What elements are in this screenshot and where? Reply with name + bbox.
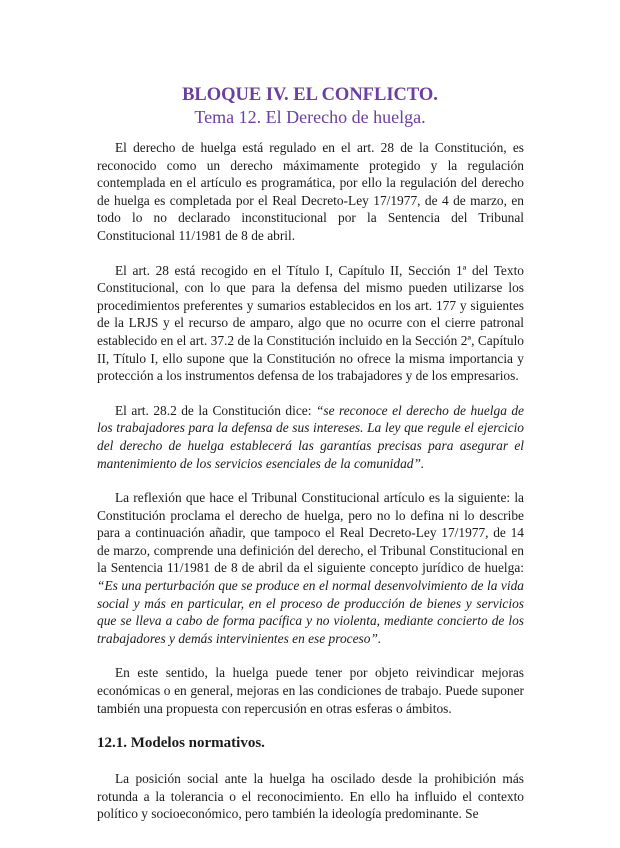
paragraph-2: El art. 28 está recogido en el Título I, Capítulo II, Sección 1ª del Texto Constitucional, con lo que para la defensa del mismo pueden utilizarse los procedimientos preferentes y sumarios establecidos en los art. 177 y siguientes de la LRJS y el recurso de amparo, algo que no ocurre con el cierre patronal establecido en el art. 37.2 de la Constitución incluido en la Sección 2ª, Capítulo II, Título I, ello supone que la Constitución no ofrece la misma importancia y protección a los instrumentos defensa de los trabajadores y de los empresarios. <box>97 262 524 384</box>
paragraph-1: El derecho de huelga está regulado en el art. 28 de la Constitución, es reconocido como un derecho máximamente protegido y la regulación contemplada en el artículo es programática, por ello la regulación del derecho de huelga es completada por el Real Decreto-Ley 17/1977, de 4 de marzo, en todo lo no declarado inconstitucional por la Sentencia del Tribunal Constitucional 11/1981 de 8 de abril. <box>97 140 524 243</box>
paragraph-3 <box>97 402 524 472</box>
paragraph-4-intro: La reflexión que hace el Tribunal Constitucional artículo es la siguiente: la Constitución proclama el derecho de huelga, pero no lo defina ni lo describe para a continuación añadir, que tampoco el Real Decreto-Ley 17/1977, de 14 de marzo, comprende una definición del derecho, el Tribunal Constitucional en la Sentencia 11/1981 de 8 de abril da el siguiente concepto jurídico de huelga: <box>97 490 524 576</box>
tribunal-quote: “Es una perturbación que se produce en el normal desenvolvimiento de la vida social y más en particular, en el proceso de producción de bienes y servicios que se lleva a cabo de forma pacífica y no violenta, mediante concierto de los trabajadores y demás intervinientes en ese proceso”. <box>97 578 524 646</box>
document-body <box>97 139 524 840</box>
document-subtitle: Tema 12. El Derecho de huelga. <box>194 107 426 127</box>
title-block <box>0 84 620 128</box>
paragraph-5: En este sentido, la huelga puede tener por objeto reivindicar mejoras económicas o en general, mejoras en las condiciones de trabajo. Puede suponer también una propuesta con repercusión en otras esferas o ámbitos. <box>97 665 524 716</box>
constitution-quote: “se reconoce el derecho de huelga de los trabajadores para la defensa de sus intereses. La ley que regule el ejercicio del derecho de huelga establecerá las garantías precisas para asegurar el mantenimiento de los servicios esenciales de la comunidad”. <box>97 402 525 471</box>
paragraph-4 <box>97 489 524 647</box>
document-title: BLOQUE IV. EL CONFLICTO. <box>182 85 438 105</box>
paragraph-6: La posición social ante la huelga ha oscilado desde la prohibición más rotunda a la tolerancia o el reconocimiento. En ello ha influido el contexto político y socioeconómico, pero también la ideología predominante. Se <box>97 771 524 822</box>
section-heading: 12.1. Modelos normativos. <box>97 735 265 752</box>
paragraph-3-intro: El art. 28.2 de la Constitución dice: <box>115 402 316 418</box>
